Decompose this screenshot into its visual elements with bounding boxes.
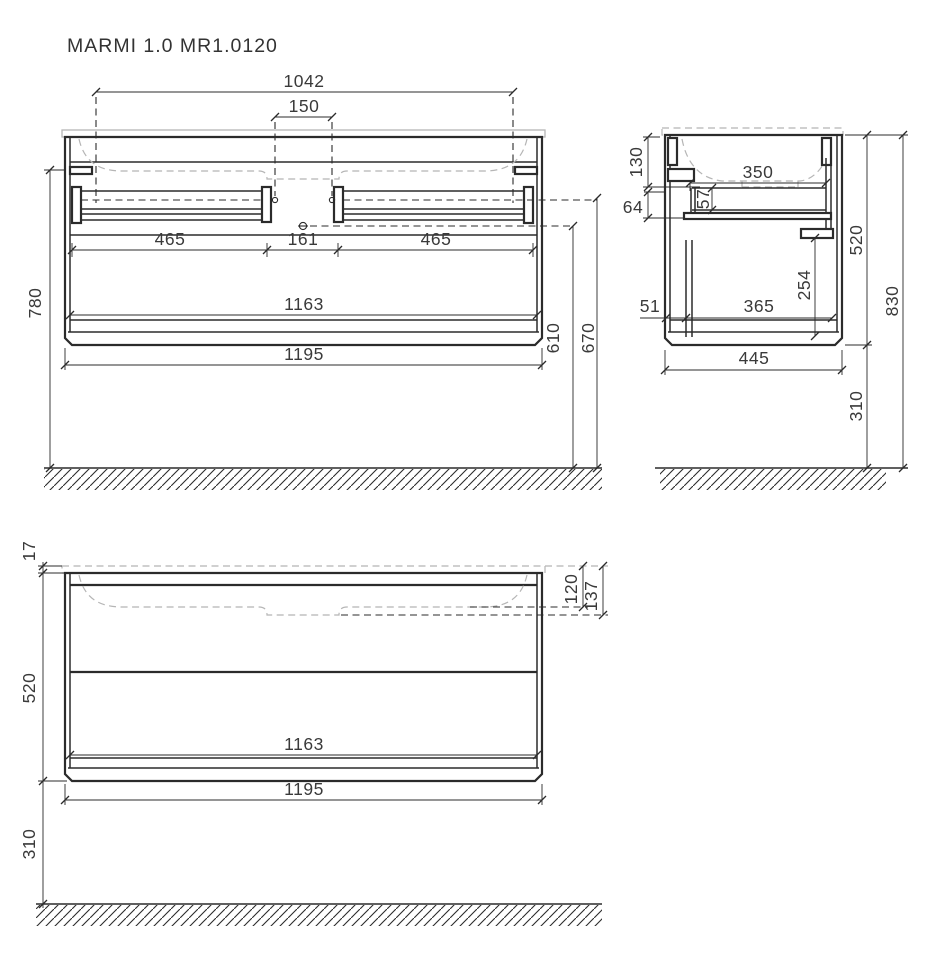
dim-bottom-basin-depth-inner: 120 [561, 573, 581, 605]
page-title: MARMI 1.0 MR1.0120 [67, 35, 278, 57]
bottom-view [19, 541, 608, 926]
basin-outline-front [79, 139, 527, 179]
dim-side-body-height: 520 [846, 224, 866, 256]
handle-rails-front [81, 191, 524, 220]
handle-cap-right-outer [524, 187, 533, 223]
dim-front-mount-height: 780 [25, 287, 45, 319]
side-view [623, 128, 908, 490]
drawer-divider-lines [70, 585, 537, 672]
floor-hatch-front [44, 469, 602, 490]
dim-front-handle-to-floor: 670 [578, 322, 598, 354]
dimension-ticks-side [644, 131, 907, 472]
floor-hatch-bottom [36, 905, 602, 926]
floor-hatch-side [660, 469, 886, 490]
dim-side-drawer-top: 57 [693, 188, 713, 210]
handle-screw-left [272, 197, 277, 202]
front-view [25, 71, 602, 490]
dim-side-front-gap: 64 [622, 197, 644, 217]
dim-bottom-basin-depth-outer: 137 [581, 580, 601, 612]
hidden-lines-bottom [341, 607, 608, 615]
dim-front-mount-width: 1042 [283, 71, 325, 91]
dim-front-drawer-right: 465 [420, 229, 452, 249]
dim-bottom-top-thickness: 17 [19, 540, 39, 562]
basin-outline-bottom [79, 575, 527, 615]
mount-block-left [668, 169, 694, 181]
dim-side-drain-clearance: 254 [794, 269, 814, 301]
dimension-ticks-front [46, 88, 601, 472]
dim-front-center-gap: 161 [287, 229, 319, 249]
dim-side-outer-depth: 445 [738, 348, 770, 368]
dim-front-center-span: 150 [288, 96, 320, 116]
dim-front-drawer-left: 465 [154, 229, 186, 249]
dim-side-apron-height: 130 [626, 146, 646, 178]
dim-side-back-gap: 51 [639, 296, 661, 316]
dim-bottom-floor-clearance: 310 [19, 828, 39, 860]
dimension-lines-front [44, 92, 597, 468]
handle-cap-right-inner [334, 187, 343, 222]
wall-bracket-right [515, 167, 537, 174]
wall-bracket-left [70, 167, 92, 174]
dim-bottom-outer-width: 1195 [284, 779, 324, 799]
handle-cap-left-outer [72, 187, 81, 223]
dim-front-outer-width: 1195 [284, 344, 324, 364]
dim-bottom-body-height: 520 [19, 672, 39, 704]
drawer-rail-side [684, 213, 831, 219]
dim-side-total-height: 830 [882, 285, 902, 317]
dim-bottom-inner-width: 1163 [284, 734, 324, 754]
dim-side-inner-depth: 365 [743, 296, 775, 316]
apron-bar-left [668, 138, 677, 165]
handle-cap-left-inner [262, 187, 271, 222]
dim-front-inner-width: 1163 [284, 294, 324, 314]
dim-front-drain-to-floor: 610 [543, 322, 563, 354]
dim-side-floor-clearance: 310 [846, 390, 866, 422]
dim-side-basin-depth: 350 [742, 162, 774, 182]
